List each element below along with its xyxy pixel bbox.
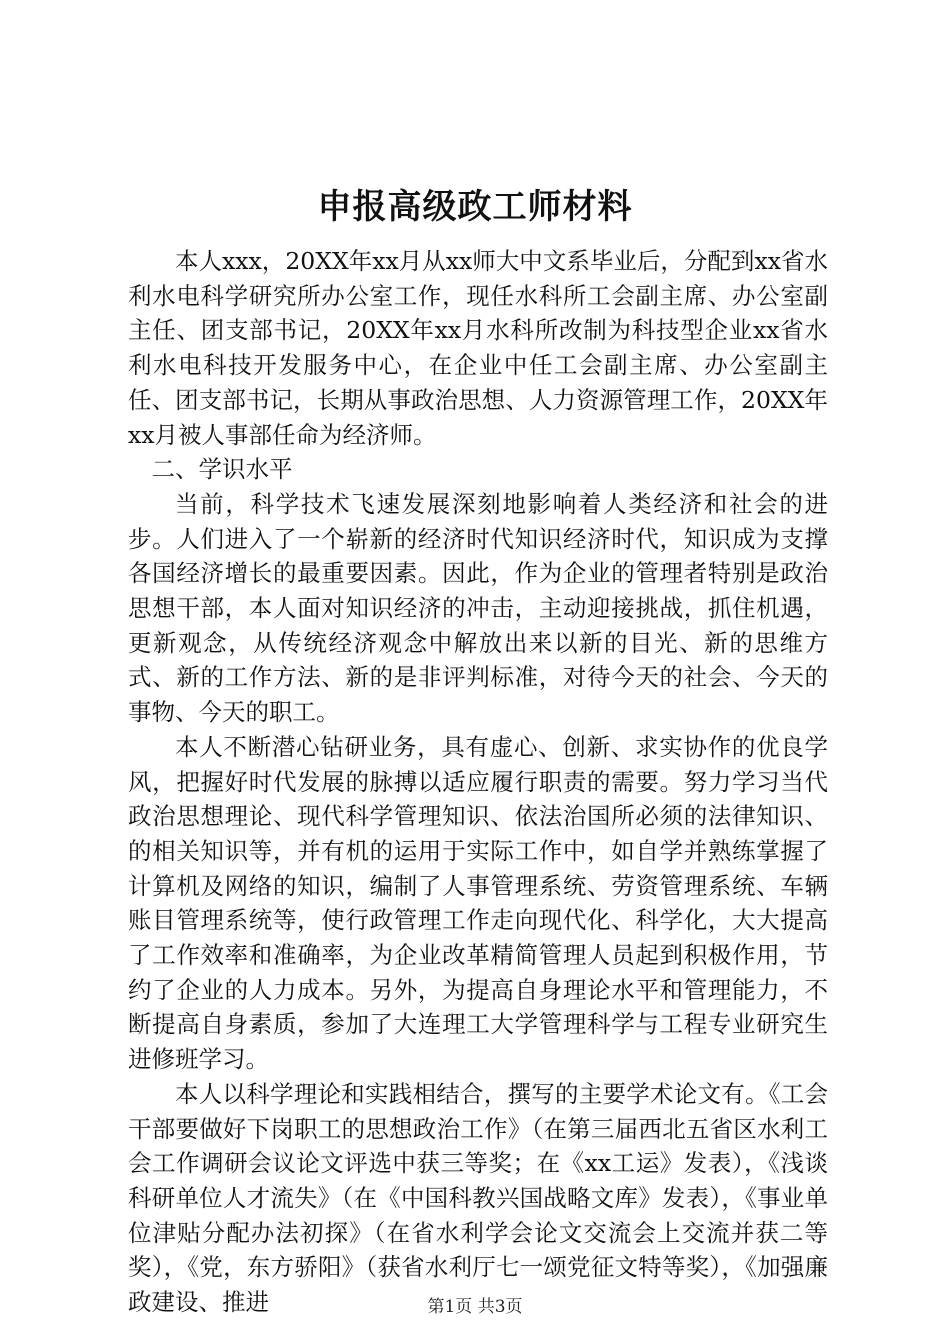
section-heading-knowledge: 二、学识水平 [151,455,293,484]
page-footer: 第1页 共3页 [427,1297,523,1317]
paragraph-intro: 本人xxx，20XX年xx月从xx师大中文系毕业后，分配到xx省水利水电科学研究所办公室工作，现任水科所工会副主席、办公室副主任、团支部书记，20XX年xx月水科所改制为科技型企业xx省水利水电科技开发服务中心，在企业中任工会副主席、办公室副主任、团支部书记，长期从事政治思想、人力资源管理工作，20XX年xx月被人事部任命为经济师。 [128,247,828,449]
paragraph-papers: 本人以科学理论和实践相结合，撰写的主要学术论文有。《工会干部要做好下岗职工的思想政治工作》（在第三届西北五省区水利工会工作调研会议论文评选中获三等奖；在《xx工运》发表），《浅谈科研单位人才流失》（在《中国科教兴国战略文库》发表），《事业单位津贴分配办法初探》（在省水利学会论文交流会上交流并获二等奖），《党，东方骄阳》（获省水利厅七一颂党征文特等奖），《加强廉政建设、推进 [128,1079,828,1317]
document-title: 申报高级政工师材料 [317,187,633,227]
paragraph-current-situation: 当前，科学技术飞速发展深刻地影响着人类经济和社会的进步。人们进入了一个崭新的经济时代知识经济时代，知识成为支撑各国经济增长的最重要因素。因此，作为企业的管理者特别是政治思想干部，本人面对知识经济的冲击，主动迎接挑战，抓住机遇，更新观念，从传统经济观念中解放出来以新的目光、新的思维方式、新的工作方法、新的是非评判标准，对待今天的社会、今天的事物、今天的职工。 [128,489,828,727]
paragraph-self-study: 本人不断潜心钻研业务，具有虚心、创新、求实协作的优良学风，把握好时代发展的脉搏以适应履行职责的需要。努力学习当代政治思想理论、现代科学管理知识、依法治国所必须的法律知识、的相关知识等，并有机的运用于实际工作中，如自学并熟练掌握了计算机及网络的知识，编制了人事管理系统、劳资管理系统、车辆账目管理系统等，使行政管理工作走向现代化、科学化，大大提高了工作效率和准确率，为企业改革精简管理人员起到积极作用，节约了企业的人力成本。另外，为提高自身理论水平和管理能力，不断提高自身素质，参加了大连理工大学管理科学与工程专业研究生进修班学习。 [128,732,828,1074]
document-body [128,244,828,1320]
